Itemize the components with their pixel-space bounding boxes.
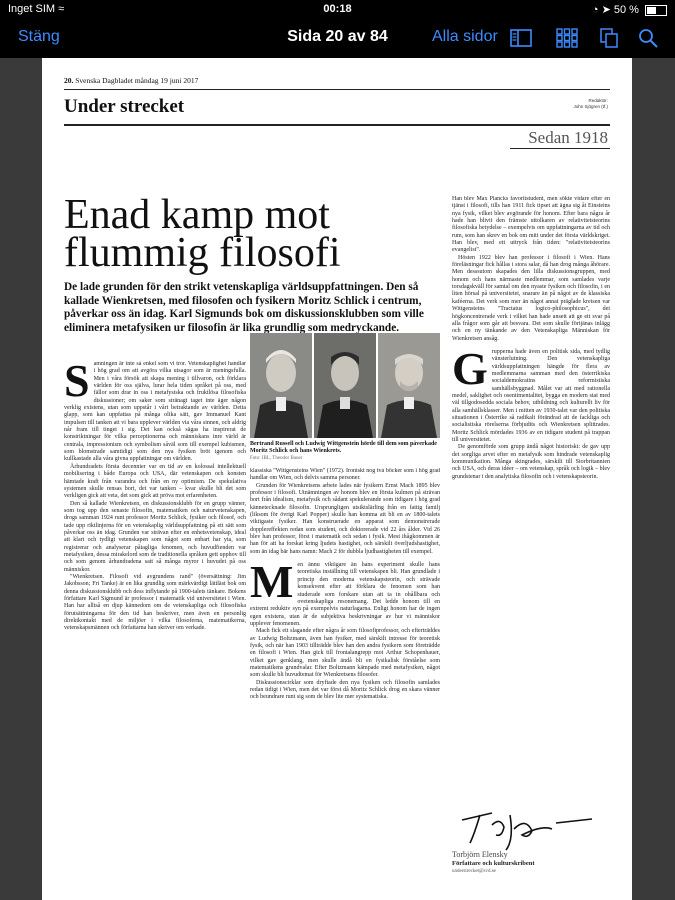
paragraph: Diskussionscirklar som dryftade den nya fysiken och filosofin samlades redan tidigt i Wien, men det var först då Moritz Schlick drog en skara vänner och beundrare runt sig som de blev lite mer systematiska. <box>250 679 440 701</box>
divider <box>64 124 610 126</box>
ingress: De lade grunden för den strikt vetenskapliga världsuppfattningen. Den så kallade Wienkretsen, med filosofen och fysikern Moritz Schlick i centrum, påverkar oss än idag. Karl Sigmunds bok om diskussionsklubben som ville eliminera metafysiken ur filosofin är lika grundlig som medryckande. <box>64 281 424 334</box>
paragraph: Den så kallade Wienkretsen, en diskussionsklubb för en grupp vänner, som tog upp den senaste filosofin, matematiken och naturvetenskapen, drogs samman 1924 runt professor Moritz Schlick, fysiker och filosof, och tade upp riktlinjerna för en vetenskaplig världsuppfattning på ett sätt som påverkar oss än idag. Grunden var strävan efter en enhetsvetenskap, ideal att klart och tydligt vetenskapen som något som enbart har yta, som registrerar och analyserar påtagliga fenomen, och huvudfienden var metafysiken, dessa mirakelord som de traditionella språken gett upphov till och som genom århundradena satt så många myror i huvudet på oss människor. <box>64 500 246 573</box>
newspaper-page <box>42 58 632 900</box>
battery-icon <box>645 5 667 16</box>
close-button[interactable]: Stäng <box>18 28 60 45</box>
paragraph: Hösten 1922 blev han professor i filosofi i Wien. Hans föreläsningar fick hållas i stora salar, då han drog många åhörare. Men desssutom skapades den lilla diskussionsgruppen, med honom och hans närmaste medlemmar, som samlades varje torsdagskväll för samtal om den nyaste fysiken och filosofin, i en liten hörsal på universitetet, snarare än på något av de klassiska kaféerna. Det verk som mer än något annat präglade kretsen var Wittgensteins "Tractatus logico-philosophicus", det högkoncentrerade verk i vilket han hade ansett att ge ett svar på alla frågor som går att besvara. Det som skulle förtjänas inlägg och en ny tänkande av den Vetenskapliga Människan för Wienkretsen ansåg. <box>452 254 610 342</box>
page-indicator: Sida 20 av 84 <box>287 28 388 45</box>
photo-wittgenstein <box>314 333 376 438</box>
author-email: understrecket@svd.se <box>452 869 496 874</box>
photo-russell <box>250 333 312 438</box>
paragraph: amningen är inte så enkel som vi tror. Vetenskaplighet handlar i hög grad om att avgöra vilka utsagor som är meningsfulla. Men i våra försök att skapa mening i tillvaron, och förklara världen för oss själva, lurar hela tiden språket på oss, med fällor som drar in oss i metafysiska och fruktlösa filosofiska diskussioner; om saker som stränagt taget inte äger någon verklig existens, utan som uppstår i vårt betraktande av världen. Detta glapp, som kan uppfattas på många olika sätt, gav Immanuel Kant impulsen till tanken att vi bara upplever världen via våra sinnen, och aldrig når fram till tinget i sig. Det kan också sägas ha inspirerat de konstriktningar för vilka perceptionerna och människans inre värld är centrala, impressionism och symbolism såväl som till exempel kubismen, som blomstrade samtidigt som den nya fysiken bröt igenom och kullkastade alla våra givna uppfattningar om världen. <box>64 361 246 463</box>
paper-date: Svenska Dagbladet måndag 19 juni 2017 <box>75 76 199 85</box>
editor-title: Redaktör: <box>588 98 608 103</box>
battery-percent: 50 % <box>613 4 639 16</box>
column-3 <box>452 196 610 791</box>
location-icon: ➤ <box>601 4 611 16</box>
column-2 <box>250 468 440 891</box>
drop-cap: S <box>64 361 90 406</box>
photo-credit: Foto: IBL, Theodor Bauer <box>250 456 303 461</box>
search-icon[interactable] <box>638 28 660 48</box>
all-pages-button[interactable]: Alla sidor <box>432 28 498 45</box>
paragraph: Mach fick ett slagande efter några år som filosofiprofessor, och efterträddes av Ludwig Boltzmann, även han fysiker, med särskilt intresse för teoretisk fysik, och när han 1903 tillträdde blev han den andra fysikern som företrädde en filosofi i Wien. Han gick till frontalangrepp mot Arthur Schopenhauer, vilket gav genklang, men skulle ändå bli en fysikalisk förståelse som matematikens grundvalar. Efter Boltzmann kämpade med metafysiken, något som skulle bli huvudtemat för Wienkretsens filosofer. <box>250 628 440 679</box>
sidebar-icon[interactable] <box>510 28 532 48</box>
series-label: Sedan 1918 <box>528 128 608 147</box>
section-title: Under strecket <box>64 96 185 117</box>
paragraph: klassiska "Wittgensteins Wien" (1972). Ironiskt nog två böcker som i hög grad handlar om Wien, och delvis samma personer. <box>250 468 440 482</box>
editor-name: John Sjögren (tf.) <box>573 104 608 109</box>
editor-info <box>573 98 608 110</box>
paragraph: Men ännu viktigare än hans experiment skulle hans teoretiska inställning till vetenskapen bli. Han grundlade i princip den moderna vetenskapsteorin, och strävade konsekvent efter att förklara de fenomen som han studerade som forskare utan att ta in ohållbara och ovetenskapliga resonemang. Det ledde honom till en extremt reduktiv syn på exempelvis naturlagarna. Enligt honom har de ingen egen existens, utan är de subjektiva beskrivningar av hur vi människor upplever fenomenen. <box>250 556 440 627</box>
photo-caption: Bertrand Russell och Ludwig Wittgenstein hörde till dem som påverkade Moritz Schlick och hans Wienkrets. <box>250 441 437 455</box>
author-role: Författare och kulturskribent <box>452 860 535 867</box>
paragraph: Han blev Max Plancks favoritstudent, men sökte vidare efter en tjänst i filosofi, tills han 1911 fick tipset att ägna sig åt Einsteins nya fysik, vilket blev avgörande för honom. Efter bara några år hade han blivit den främste uttolkaren av relativitetsteorins filosofiska betydelse – exempelvis om uppfattningarna av tid och rum, som han skrev en bok om mitt under det första världskriget. Han blev, med ett uttryck från tiden: "relativitetsteorins evangelist". <box>452 196 610 254</box>
rotation-lock-icon: ◔ <box>591 4 599 16</box>
author-name: Torbjörn Elensky <box>452 850 508 859</box>
grid-icon[interactable] <box>556 28 578 48</box>
page-header <box>64 76 198 85</box>
author-signature <box>452 795 612 855</box>
carrier-label: Inget SIM ≈ <box>8 3 65 15</box>
wifi-icon: ≈ <box>58 3 65 15</box>
paragraph: "Wienkretsen. Filosofi vid avgrundens rand" (översättning: Jim Jakobsson; Fri Tanke) är en lika grundlig som märkvärdigt lättläst bok om denna diskussionsklubb och dess inflytande på 1900-talets tänkare. Bokens författare Karl Sigmund är professor i matematik vid universitetet i Wien. Han har alltså en djup kännedom om de vetenskapliga och filosofiska förutsättningarna för den tid han beskriver, men även en personlig direktkontakt med de miljöer i vilka filosoferna, matematikerna, vetenskapsmännen och författarna han skriver om verkade. <box>64 573 246 632</box>
divider <box>64 89 610 90</box>
paragraph: Grupperna hade även en politisk sida, med tydlig vänsterlutning. Den vetenskapliga världsuppfattningen hängde för flera av medlemmarna samman med den österrikiska socialdemokratins reformistiska samhällsbyggnad. Målet var att med rationella medel, saklighet och osentimentalitet, bygga en modern stat med väl tillgodosedda sociala behov, utbildning och kulturellt liv för alla samhällsklasser. Men i mitten av 1930-talet var den politiska situationen i Österrike så radikalt förändrad att de fackliga och socialistiska rörelserna förbjudits och Wienkretsen splittrades. Moritz Schlick mördades 1936 av en tidigare student på trappan till universitetet. <box>452 342 610 443</box>
page-number: 20. <box>64 76 74 85</box>
drop-cap: M <box>250 556 294 608</box>
nav-bar <box>0 20 675 58</box>
headline: Enad kamp mot flummig filosofi <box>64 192 341 276</box>
paragraph: Århundradets första decennier var en tid av en kolossal intellektuell mobilisering i både Europa och USA, där vetenskapen och konsten hämtade kraft från varandra och från en ny optimism. De spekulativa systemen skulle rensas bort, det var tanken – kvar skulle bli det som verkligen gick att veta, det som gick att pröva mot erfarenheten. <box>64 463 246 500</box>
drop-cap: G <box>452 342 488 394</box>
divider <box>510 148 610 149</box>
status-bar <box>0 0 675 20</box>
clock: 00:18 <box>323 3 352 15</box>
copy-icon[interactable] <box>598 28 620 48</box>
column-1 <box>64 361 246 891</box>
paragraph: De genomförde som grupp ändå något historiskt: de gav upp det sorgliga arvet efter en metafysik som hindrade vetenskaplig kommunikation. Många skingrades, särskilt till Storbritannien och USA, och deras idéer – om vetenskap, språk och logik – blev grundstenar i den analytiska filosofin och i vetenskapsteorin. <box>452 444 610 480</box>
photo-schlick <box>378 333 440 438</box>
paragraph: Grunden för Wienkretsens arbete lades när fysikern Ernst Mach 1895 blev professor i filosofi. Utnämningen av honom blev en första kulmen på strävan bort från idealism, metafysik och sådant spekulerande som tidigare i hög grad kännetecknade filosofin. Ursprungligen utsiktslärling från en fattig familj (liksom för övrigt Karl Popper) skulle han komma att bli en av 1800-talets viktigaste fysiker. Han konstruerade en apparat som demonstrerade dopplereffekten redan som student, och doktorerade vid 22 års ålder. Vid 26 blev han professor, först i matematik och sedan i fysik. Mest ihågkommen är han för att ha forskat kring ljudets hastighet, och särskilt överljudshastighet, som än idag bär hans namn: Mach 2 för dubbla ljudhastigheten till exempel. <box>250 482 440 555</box>
status-right <box>592 3 667 16</box>
photo-strip <box>250 333 440 438</box>
